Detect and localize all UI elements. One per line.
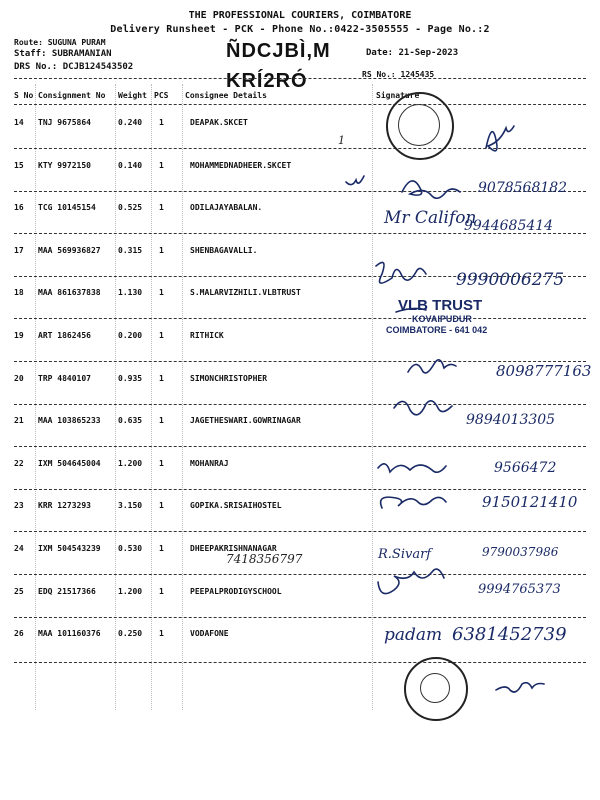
row-consignment-no: TCG 10145154	[38, 203, 96, 212]
row-weight: 0.525	[118, 203, 143, 212]
row-weight: 0.250	[118, 629, 143, 638]
row-consignee: S.MALARVIZHILI.VLBTRUST	[190, 288, 301, 297]
row17-phone: 9990006275	[456, 270, 565, 290]
row-weight: 0.530	[118, 544, 143, 553]
row-pcs: 1	[159, 161, 164, 170]
row-consignee: JAGETHESWARI.GOWRINAGAR	[190, 416, 301, 425]
row-weight: 0.935	[118, 374, 143, 383]
row-sno: 25	[14, 587, 24, 596]
row-consignment-no: ART 1862456	[38, 331, 91, 340]
row20-signature-scribble	[394, 401, 452, 415]
row-pcs: 1	[159, 288, 164, 297]
row-consignment-no: IXM 504543239	[38, 544, 101, 553]
staff-label: Staff: SUBRAMANIAN	[14, 49, 112, 59]
row-consignee: SIMONCHRISTOPHER	[190, 374, 268, 383]
row-pcs: 1	[159, 246, 164, 255]
row21-signature-scribble	[378, 464, 446, 472]
row16-phone: 9944685414	[464, 218, 554, 234]
row24-signature-scribble	[378, 569, 444, 593]
row-weight: 1.200	[118, 459, 143, 468]
row-consignment-no: TRP 4840107	[38, 374, 91, 383]
col-weight: Weight	[118, 91, 147, 100]
row-pcs: 1	[159, 331, 164, 340]
rs-number: RS No.: 1245435	[362, 70, 435, 79]
row-weight: 3.150	[118, 501, 143, 510]
col-consignee: Consignee Details	[185, 91, 267, 100]
col-sno: S No	[14, 91, 34, 100]
row-pcs: 1	[159, 416, 164, 425]
row-consignment-no: EDQ 21517366	[38, 587, 96, 596]
row-weight: 1.130	[118, 288, 143, 297]
row-sno: 22	[14, 459, 24, 468]
row-sno: 19	[14, 331, 24, 340]
row-pcs: 1	[159, 544, 164, 553]
row-consignment-no: KRR 1273293	[38, 501, 91, 510]
row17-signature-scribble	[376, 262, 426, 283]
col-consignment: Consignment No	[38, 91, 106, 100]
row-pcs: 1	[159, 459, 164, 468]
row20-phone: 9894013305	[466, 412, 556, 428]
row-weight: 0.200	[118, 331, 143, 340]
company-title: THE PROFESSIONAL COURIERS, COIMBATORE	[188, 10, 412, 21]
row-consignee: SHENBAGAVALLI.	[190, 246, 258, 255]
row15-phone: 9078568182	[478, 180, 568, 196]
row-consignee: DEAPAK.SKCET	[190, 118, 248, 127]
row-pcs: 1	[159, 374, 164, 383]
row-consignment-no: KTY 9972150	[38, 161, 91, 170]
row-pcs: 1	[159, 203, 164, 212]
row-consignment-no: MAA 861637838	[38, 288, 101, 297]
row-pcs: 1	[159, 629, 164, 638]
row-consignee: PEEPALPRODIGYSCHOOL	[190, 587, 282, 596]
vlb-stamp-area: KOVAIPUDUR	[412, 314, 472, 324]
row-consignee: RITHICK	[190, 331, 224, 340]
runsheet-subtitle: Delivery Runsheet - PCK - Phone No.:0422-3505555 - Page No.:2	[110, 24, 490, 35]
route-label: Route: SUGUNA PURAM	[14, 38, 106, 47]
row-weight: 1.200	[118, 587, 143, 596]
col-signature: Signature	[376, 91, 420, 100]
row-consignment-no: MAA 103865233	[38, 416, 101, 425]
row15-check-scribble	[346, 176, 364, 185]
drs-number: DRS No.: DCJB124543502	[14, 62, 134, 72]
runsheet-date: Date: 21-Sep-2023	[366, 48, 459, 58]
row21-phone: 9566472	[494, 460, 557, 476]
row-consignment-no: MAA 569936827	[38, 246, 101, 255]
row-sno: 23	[14, 501, 24, 510]
row19-phone: 8098777163	[496, 362, 592, 380]
row15-signature-scribble	[402, 181, 460, 198]
row23-extra-number: 7418356797	[226, 552, 303, 566]
barcode-text-line1: ÑDCJBÌ,M	[226, 40, 331, 62]
row-sno: 15	[14, 161, 24, 170]
row22-signature-scribble	[381, 497, 446, 508]
row25-phone: 6381452739	[452, 624, 567, 645]
row25-signature: padam	[384, 625, 443, 645]
row-consignee: VODAFONE	[190, 629, 229, 638]
row-sno: 20	[14, 374, 24, 383]
row22-phone: 9150121410	[482, 493, 578, 511]
row-consignee: GOPIKA.SRISAIHOSTEL	[190, 501, 282, 510]
row-consignment-no: IXM 504645004	[38, 459, 101, 468]
row-sno: 21	[14, 416, 24, 425]
row-sno: 24	[14, 544, 24, 553]
row-consignment-no: MAA 101160376	[38, 629, 101, 638]
row14-signature-scribble	[486, 126, 514, 151]
row-pcs: 1	[159, 587, 164, 596]
row19-signature-scribble	[408, 360, 456, 373]
row26-signature-scribble	[496, 683, 544, 692]
col-pcs: PCS	[154, 91, 169, 100]
row-consignee: MOHAMMEDNADHEER.SKCET	[190, 161, 292, 170]
row-consignee: ODILAJAYABALAN.	[190, 203, 263, 212]
row-weight: 0.240	[118, 118, 143, 127]
row-pcs: 1	[159, 501, 164, 510]
row-sno: 16	[14, 203, 24, 212]
row-weight: 0.140	[118, 161, 143, 170]
row23-phone: 9790037986	[482, 545, 559, 559]
row-sno: 26	[14, 629, 24, 638]
vlb-stamp-city: COIMBATORE - 641 042	[386, 325, 488, 335]
row14-circled-mark: 1	[338, 134, 345, 147]
row-pcs: 1	[159, 118, 164, 127]
row-consignment-no: TNJ 9675864	[38, 118, 91, 127]
row-consignee: MOHANRAJ	[190, 459, 229, 468]
row-sno: 18	[14, 288, 24, 297]
row-weight: 0.635	[118, 416, 143, 425]
row23-signature: R.Sivarf	[378, 547, 432, 562]
row-consignee: DHEEPAKRISHNANAGAR	[190, 544, 277, 553]
row16-signature: Mr Califon	[384, 208, 477, 228]
row-sno: 14	[14, 118, 24, 127]
row-sno: 17	[14, 246, 24, 255]
vlb-stamp-name: VLB TRUST	[398, 297, 483, 314]
barcode-text-line2: KRÍ2RÓ	[226, 70, 308, 92]
row24-phone: 9994765373	[478, 582, 561, 597]
row18-signature-scribble	[396, 308, 426, 312]
row-weight: 0.315	[118, 246, 143, 255]
